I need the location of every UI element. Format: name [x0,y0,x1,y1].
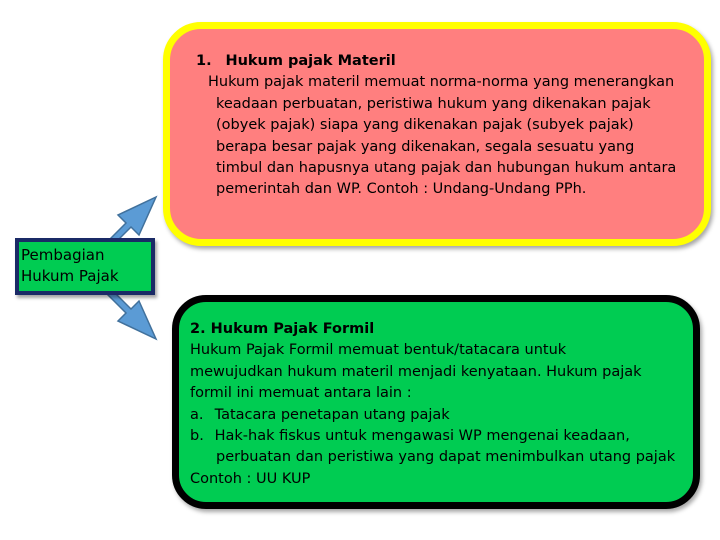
formil-line: mewujudkan hukum materil menjadi kenyataan. Hukum pajak [190,363,642,380]
formil-item-text: Hak-hak fiskus untuk mengawasi WP mengenai keadaan, [214,428,630,445]
materil-line: (obyek pajak) siapa yang dikenakan pajak (subyek pajak) [216,117,634,134]
materil-line: pemerintah dan WP. Contoh : Undang-Undang PPh. [216,181,587,198]
materil-line: Hukum pajak materil memuat norma-norma yang menerangkan [208,74,675,91]
formil-line: formil ini memuat antara lain : [190,385,412,402]
materil-line: keadaan perbuatan, peristiwa hukum yang dikenakan pajak [216,95,651,112]
formil-text [190,319,675,490]
formil-item-marker: b. [190,428,204,445]
formil-heading: 2. Hukum Pajak Formil [190,321,375,337]
formil-example: Contoh : UU KUP [190,470,311,487]
materil-line: berapa besar pajak yang dikenakan, segala sesuatu yang [216,138,635,155]
formil-item-continuation: perbuatan dan peristiwa yang dapat menimbulkan utang pajak [216,449,676,466]
label-line: Pembagian [21,246,105,264]
label-line: Hukum Pajak [21,267,119,285]
formil-item-marker: a. [190,406,204,423]
materil-text [190,51,676,201]
materil-heading: Hukum pajak Materil [225,53,396,69]
formil-item-text: Tatacara penetapan utang pajak [214,406,450,423]
label-text [21,245,119,287]
materil-number: 1. [196,53,212,69]
materil-line: timbul dan hapusnya utang pajak dan hubungan hukum antara [216,160,677,177]
formil-item [190,405,675,426]
formil-item [190,426,675,447]
formil-line: Hukum Pajak Formil memuat bentuk/tatacara untuk [190,342,567,359]
